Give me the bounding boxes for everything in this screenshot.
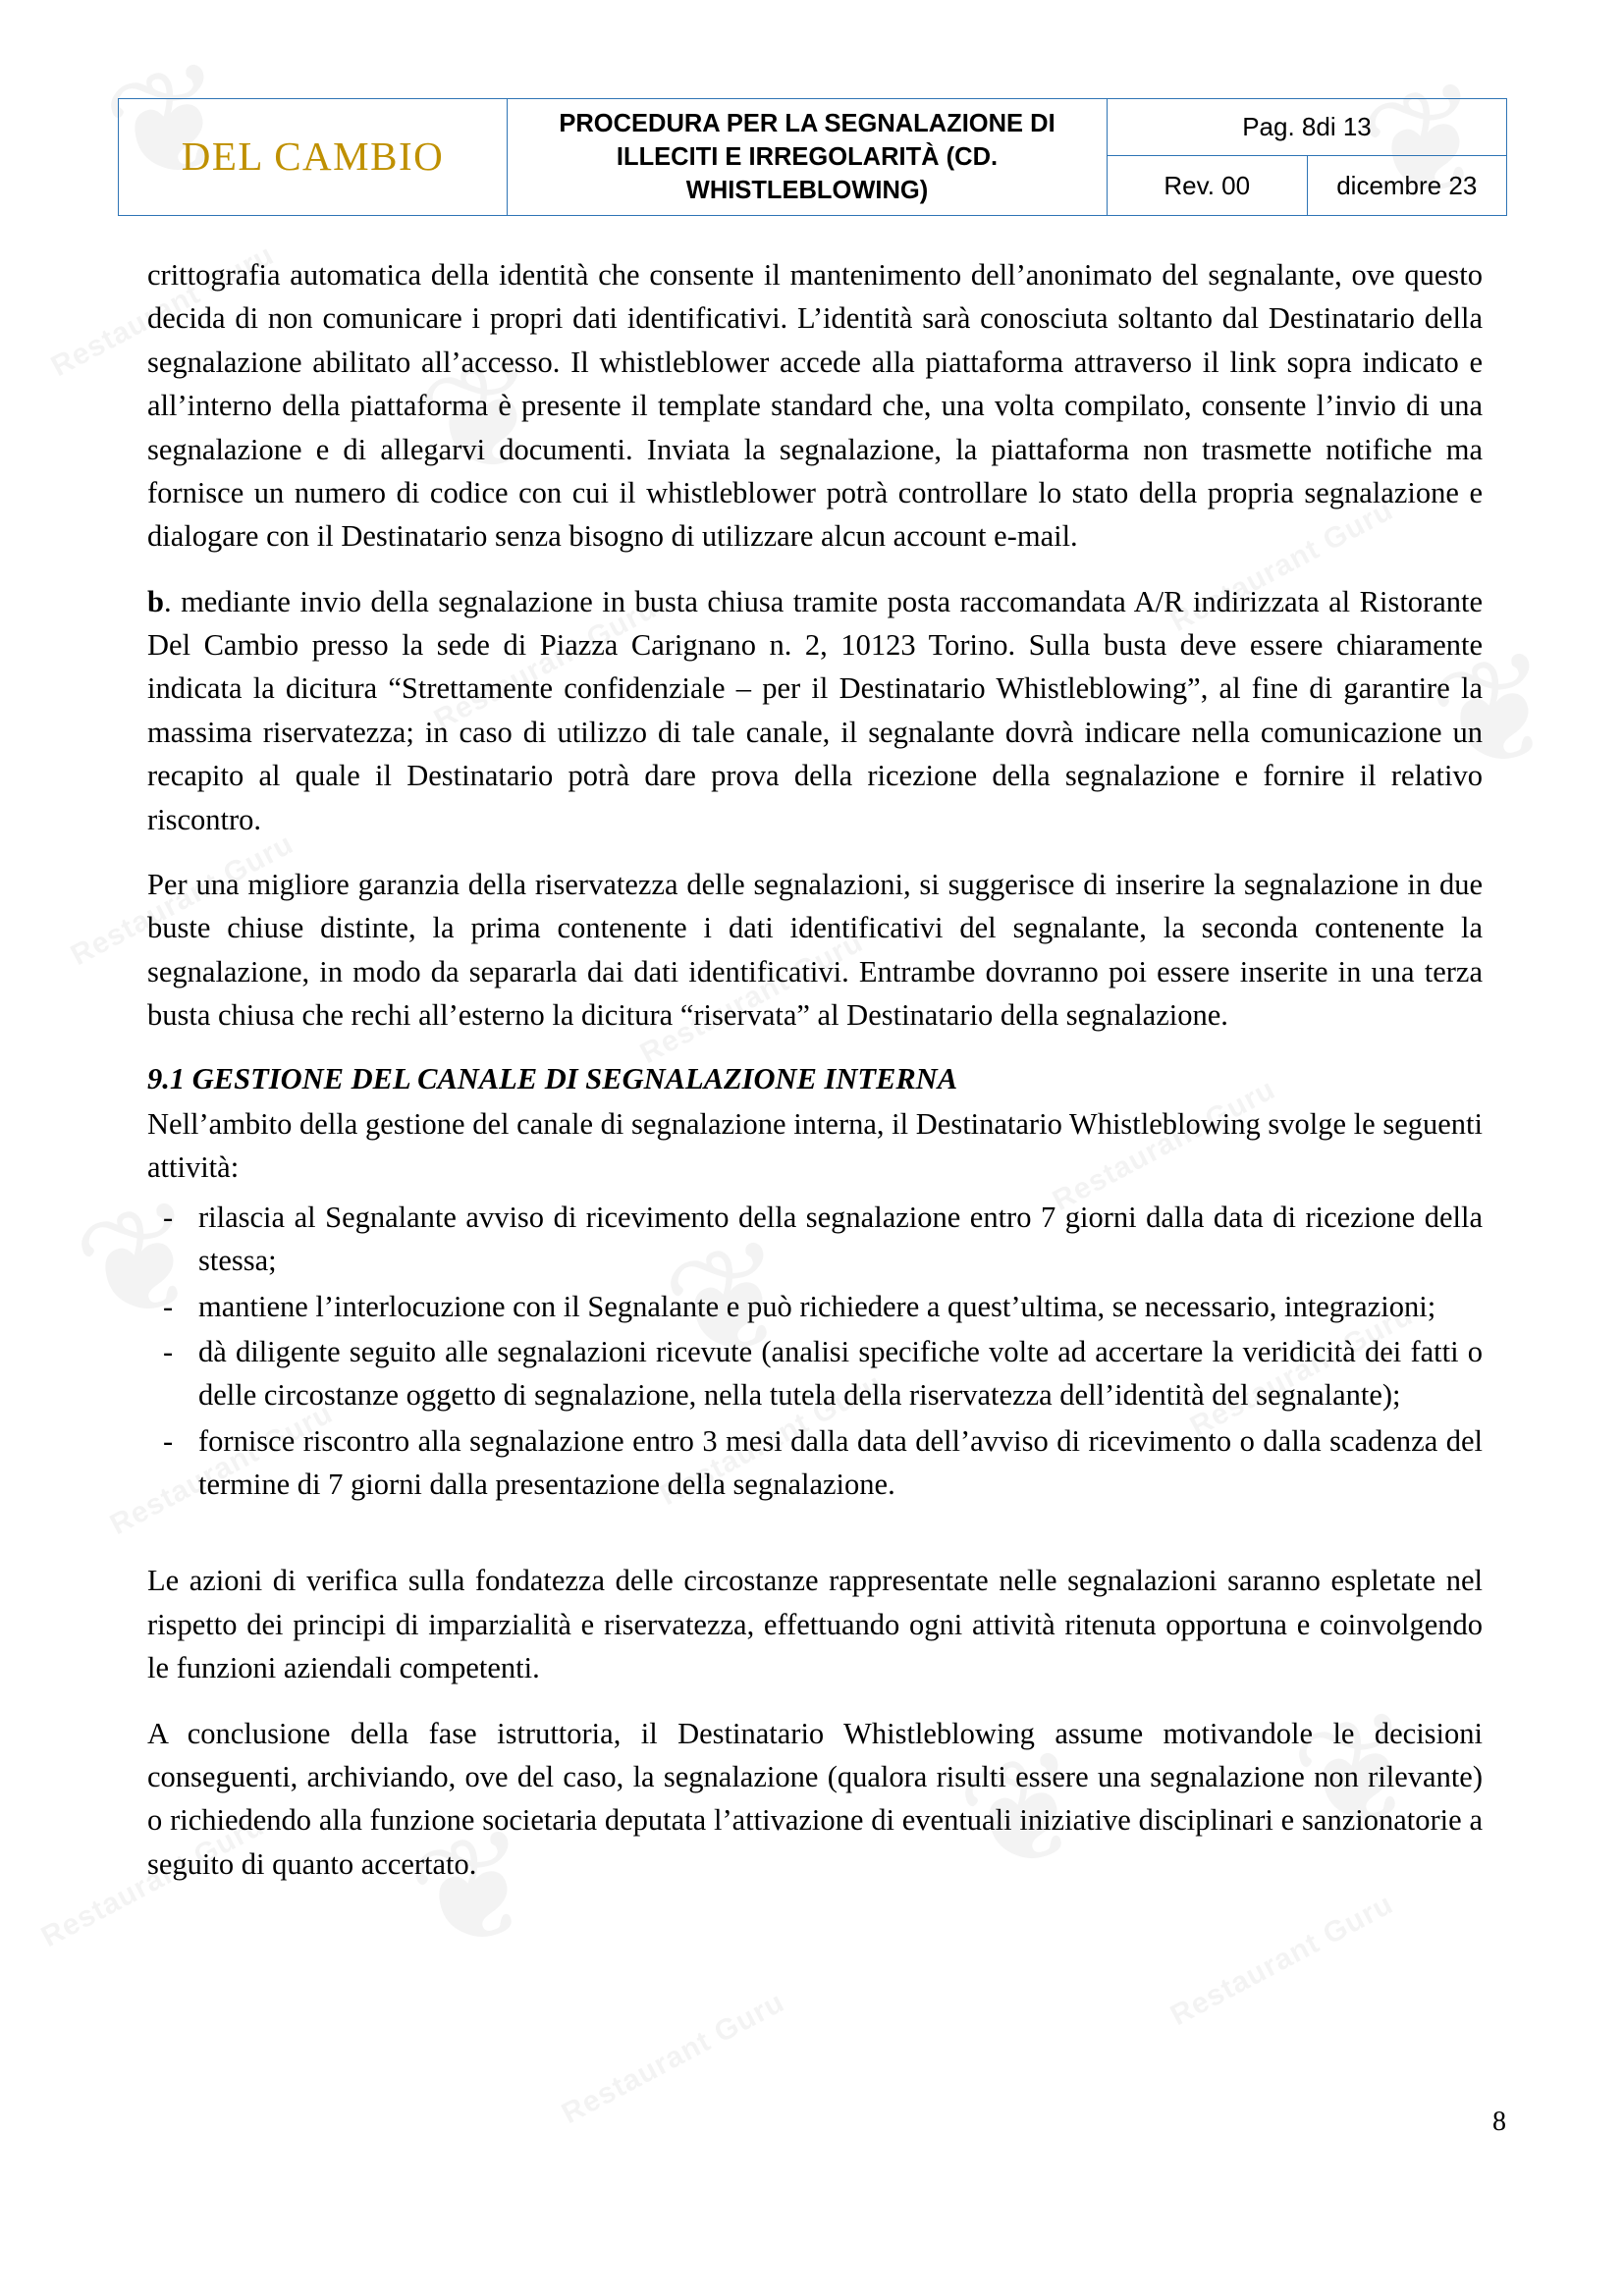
- list-item: [147, 1419, 1483, 1507]
- header-logo-cell: [119, 99, 508, 216]
- list-item: [147, 1330, 1483, 1417]
- list-dash-marker: -: [163, 1289, 174, 1323]
- paragraph-spacer: [147, 1508, 1483, 1559]
- list-item-label: fornisce riscontro alla segnalazione entro 3 mesi dalla data dell’avviso di ricevimento o dalla scadenza del termine di 7 giorni dalla presentazione della segnalazione.: [198, 1423, 1483, 1502]
- activities-list: [147, 1196, 1483, 1507]
- watermark-text: [557, 1986, 790, 2131]
- document-body: [147, 253, 1483, 1892]
- list-item: [147, 1285, 1483, 1328]
- header-document-title: PROCEDURA PER LA SEGNALAZIONE DI ILLECITI E IRREGOLARITÀ (CD. WHISTLEBLOWING): [508, 99, 1108, 216]
- paragraph-azioni-verifica: Le azioni di verifica sulla fondatezza delle circostanze rappresentate nelle segnalazioni saranno espletate nel rispetto dei principi di imparzialità e riservatezza, effettuando ogni attività ritenuta opportuna e coinvolgendo le funzioni aziendali competenti.: [147, 1564, 1483, 1685]
- list-dash-marker: -: [163, 1334, 174, 1368]
- paragraph-b-text: . mediante invio della segnalazione in busta chiusa tramite posta raccomandata A/R indirizzata al Ristorante Del Cambio presso la sede di Piazza Carignano n. 2, 10123 Torino. Sulla busta deve essere chiaramente indicata la dicitura “Strettamente confidenziale – per il Destinatario Whistleblowing”, al fine di garantire la massima riservatezza; in caso di utilizzo di tale canale, il segnalante dovrà indicare nella comunicazione un recapito al quale il Destinatario potrà dare prova della ricezione della segnalazione e fornire il relativo riscontro.: [147, 584, 1483, 836]
- list-letter-b: b: [147, 584, 164, 618]
- paragraph-b-busta-chiusa: [147, 580, 1483, 841]
- paragraph-conclusione-istruttoria: A conclusione della fase istruttoria, il Destinatario Whistleblowing assume motivandole le decisioni conseguenti, archiviando, ove del caso, la segnalazione (qualora risulti essere una segnalazione non rilevante) o richiedendo alla funzione societaria deputata l’attivazione di eventuali iniziative disciplinari e sanzionatorie a seguito di quanto accertato.: [147, 1716, 1483, 1881]
- header-revision: Rev. 00: [1108, 156, 1308, 216]
- document-header-table: [118, 98, 1507, 216]
- footer-page-number: 8: [1492, 2107, 1506, 2137]
- list-dash-marker: -: [163, 1423, 174, 1458]
- list-dash-marker: -: [163, 1200, 174, 1234]
- header-row-top: [119, 99, 1507, 156]
- watermark-text: [1165, 1888, 1399, 2033]
- list-item-label: mantiene l’interlocuzione con il Segnalante e può richiedere a quest’ultima, se necessario, integrazioni;: [198, 1289, 1436, 1323]
- company-logo: DEL CAMBIO: [181, 133, 445, 180]
- paragraph-ambito-gestione: Nell’ambito della gestione del canale di segnalazione interna, il Destinatario Whistleblowing svolge le seguenti attività:: [147, 1107, 1483, 1185]
- list-item-label: dà diligente seguito alle segnalazioni ricevute (analisi specifiche volte ad accertare la veridicità dei fatti o delle circostanze oggetto di segnalazione, nella tutela della riservatezza dell’identità del segnalante);: [198, 1334, 1483, 1413]
- list-item-label: rilascia al Segnalante avviso di ricevimento della segnalazione entro 7 giorni dalla data di ricezione della stessa;: [198, 1200, 1483, 1278]
- paragraph-riservatezza-buste: Per una migliore garanzia della riservatezza delle segnalazioni, si suggerisce di inserire la segnalazione in due buste chiuse distinte, la prima contenente i dati identificativi del segnalante, la seconda contenente la segnalazione, in modo da separarla dai dati identificativi. Entrambe dovranno poi essere inserite in una terza busta chiusa che rechi all’esterno la dicitura “riservata” al Destinatario della segnalazione.: [147, 867, 1483, 1032]
- section-heading-9-1: 9.1 GESTIONE DEL CANALE DI SEGNALAZIONE INTERNA: [147, 1062, 958, 1096]
- header-date: dicembre 23: [1307, 156, 1507, 216]
- header-page-label: Pag. 8di 13: [1108, 99, 1507, 156]
- list-item: [147, 1196, 1483, 1283]
- paragraph-crittografia: crittografia automatica della identità che consente il mantenimento dell’anonimato del segnalante, ove questo decida di non comunicare i propri dati identificativi. L’identità sarà conosciuta soltanto dal Destinatario della segnalazione abilitato all’accesso. Il whistleblower accede alla piattaforma attraverso il link sopra indicato e all’interno della piattaforma è presente il template standard che, una volta compilato, consente l’invio di una segnalazione e di allegarvi documenti. Inviata la segnalazione, la piattaforma non trasmette notifiche ma fornisce un numero di codice con cui il whistleblower potrà controllare lo stato della propria segnalazione e dialogare con il Destinatario senza bisogno di utilizzare alcun account e-mail.: [147, 258, 1483, 554]
